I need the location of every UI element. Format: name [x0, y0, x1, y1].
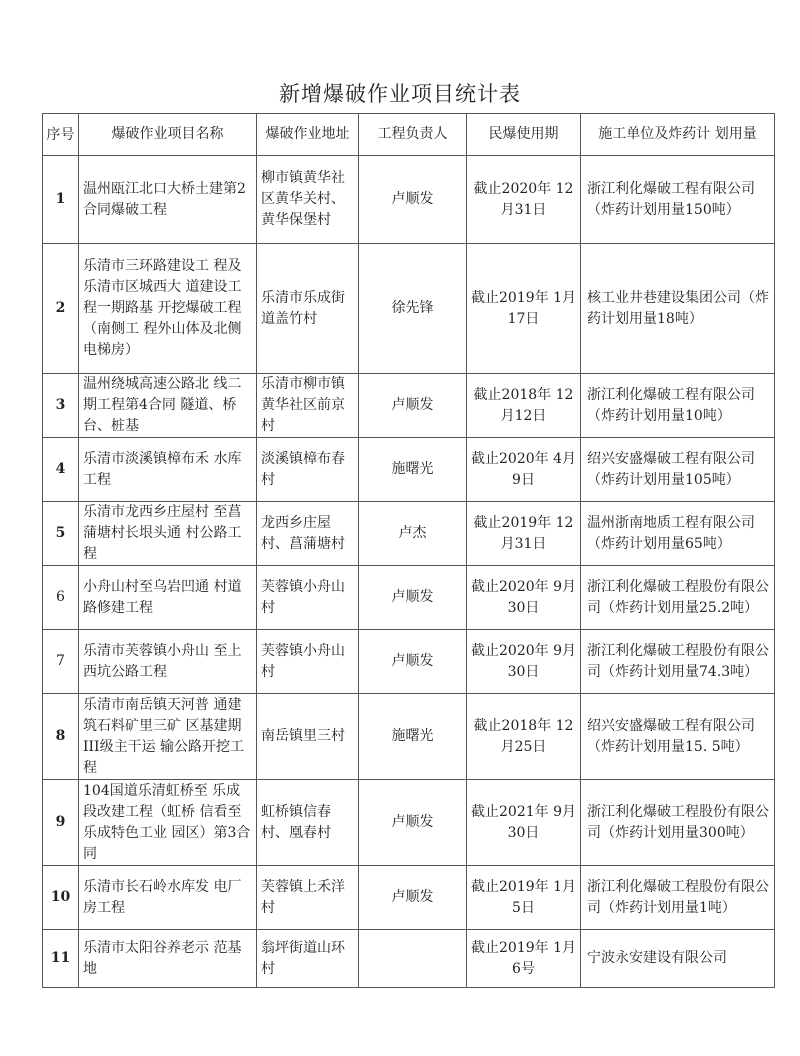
row-name: 小舟山村至乌岩凹通 村道路修建工程 [79, 566, 257, 630]
row-manager: 施曙光 [359, 694, 467, 780]
row-period: 截止2018年 12月25日 [467, 694, 581, 780]
row-period: 截止2021年 9月30日 [467, 780, 581, 866]
row-period: 截止2019年 1月17日 [467, 244, 581, 374]
row-index: 7 [43, 630, 79, 694]
row-index: 2 [43, 244, 79, 374]
row-name: 104国道乐清虹桥至 乐成段改建工程（虹桥 信看至乐成特色工业 园区）第3合同 [79, 780, 257, 866]
row-unit: 浙江利化爆破工程股份有限公司（炸药计划用量25.2吨） [581, 566, 775, 630]
row-manager: 徐先锋 [359, 244, 467, 374]
row-unit: 绍兴安盛爆破工程有限公司（炸药计划用量15. 5吨） [581, 694, 775, 780]
row-period: 截止2020年 12月31日 [467, 156, 581, 244]
row-index: 3 [43, 374, 79, 438]
row-location: 芙蓉镇小舟山村 [257, 630, 359, 694]
row-index: 11 [43, 930, 79, 988]
header-index: 序号 [43, 114, 79, 156]
row-location: 龙西乡庄屋村、菖蒲塘村 [257, 502, 359, 566]
row-name: 乐清市芙蓉镇小舟山 至上西坑公路工程 [79, 630, 257, 694]
row-index: 10 [43, 866, 79, 930]
header-period: 民爆使用期 [467, 114, 581, 156]
row-index: 6 [43, 566, 79, 630]
row-name: 温州瓯江北口大桥土建第2合同爆破工程 [79, 156, 257, 244]
row-name: 乐清市南岳镇天河普 通建筑石料矿里三矿 区基建期III级主干运 输公路开挖工程 [79, 694, 257, 780]
table-header-row [43, 114, 775, 156]
row-location: 乐清市柳市镇黄华社区前京村 [257, 374, 359, 438]
row-location: 淡溪镇樟布春村 [257, 438, 359, 502]
row-manager: 卢顺发 [359, 630, 467, 694]
row-unit: 浙江利化爆破工程股份有限公司（炸药计划用量300吨） [581, 780, 775, 866]
row-manager: 卢顺发 [359, 156, 467, 244]
table-row [43, 930, 775, 988]
table-row [43, 566, 775, 630]
row-manager: 卢顺发 [359, 866, 467, 930]
table-row [43, 502, 775, 566]
row-unit: 宁波永安建设有限公司 [581, 930, 775, 988]
row-unit: 浙江利化爆破工程有限公司（炸药计划用量150吨） [581, 156, 775, 244]
row-manager: 卢顺发 [359, 566, 467, 630]
row-unit: 浙江利化爆破工程股份有限公司（炸药计划用量74.3吨） [581, 630, 775, 694]
row-period: 截止2019年 12月31日 [467, 502, 581, 566]
header-unit: 施工单位及炸药计 划用量 [581, 114, 775, 156]
page-title: 新增爆破作业项目统计表 [279, 82, 521, 106]
row-location: 柳市镇黄华社区黄华关村、黄华保堡村 [257, 156, 359, 244]
row-unit: 浙江利化爆破工程股份有限公司（炸药计划用量1吨） [581, 866, 775, 930]
row-period: 截止2019年 1月6号 [467, 930, 581, 988]
table-row [43, 156, 775, 244]
row-index: 9 [43, 780, 79, 866]
row-manager: 卢顺发 [359, 374, 467, 438]
row-location: 虹桥镇信春村、凰春村 [257, 780, 359, 866]
row-period: 截止2020年 4月9日 [467, 438, 581, 502]
row-manager: 施曙光 [359, 438, 467, 502]
table-row [43, 374, 775, 438]
row-name: 温州绕城高速公路北 线二期工程第4合同 隧道、桥台、桩基 [79, 374, 257, 438]
row-name: 乐清市太阳谷养老示 范基地 [79, 930, 257, 988]
table-row [43, 866, 775, 930]
row-period: 截止2019年 1月5日 [467, 866, 581, 930]
row-index: 1 [43, 156, 79, 244]
row-unit: 绍兴安盛爆破工程有限公司（炸药计划用量105吨） [581, 438, 775, 502]
row-location: 芙蓉镇小舟山村 [257, 566, 359, 630]
table-row [43, 244, 775, 374]
row-period: 截止2020年 9月30日 [467, 630, 581, 694]
row-manager: 卢杰 [359, 502, 467, 566]
table-row [43, 630, 775, 694]
row-index: 5 [43, 502, 79, 566]
row-location: 南岳镇里三村 [257, 694, 359, 780]
row-name: 乐清市龙西乡庄屋村 至菖蒲塘村长垠头通 村公路工程 [79, 502, 257, 566]
table-row [43, 438, 775, 502]
row-name: 乐清市三环路建设工 程及乐清市区城西大 道建设工程一期路基 开挖爆破工程（南侧工 程外山体及北侧电梯房） [79, 244, 257, 374]
row-location: 翁坪街道山环村 [257, 930, 359, 988]
header-manager: 工程负责人 [359, 114, 467, 156]
row-unit: 浙江利化爆破工程有限公司（炸药计划用量10吨） [581, 374, 775, 438]
row-index: 4 [43, 438, 79, 502]
row-name: 乐清市淡溪镇樟布禾 水库工程 [79, 438, 257, 502]
row-name: 乐清市长石岭水库发 电厂房工程 [79, 866, 257, 930]
row-location: 芙蓉镇上禾洋村 [257, 866, 359, 930]
row-period: 截止2020年 9月30日 [467, 566, 581, 630]
table-row [43, 780, 775, 866]
row-unit: 温州浙南地质工程有限公司（炸药计划用量65吨） [581, 502, 775, 566]
row-location: 乐清市乐成街道盖竹村 [257, 244, 359, 374]
row-manager [359, 930, 467, 988]
row-manager: 卢顺发 [359, 780, 467, 866]
row-index: 8 [43, 694, 79, 780]
header-name: 爆破作业项目名称 [79, 114, 257, 156]
table-row [43, 694, 775, 780]
project-table [42, 113, 775, 988]
row-unit: 核工业井巷建设集团公司（炸药计划用量18吨） [581, 244, 775, 374]
header-location: 爆破作业地址 [257, 114, 359, 156]
row-period: 截止2018年 12月12日 [467, 374, 581, 438]
